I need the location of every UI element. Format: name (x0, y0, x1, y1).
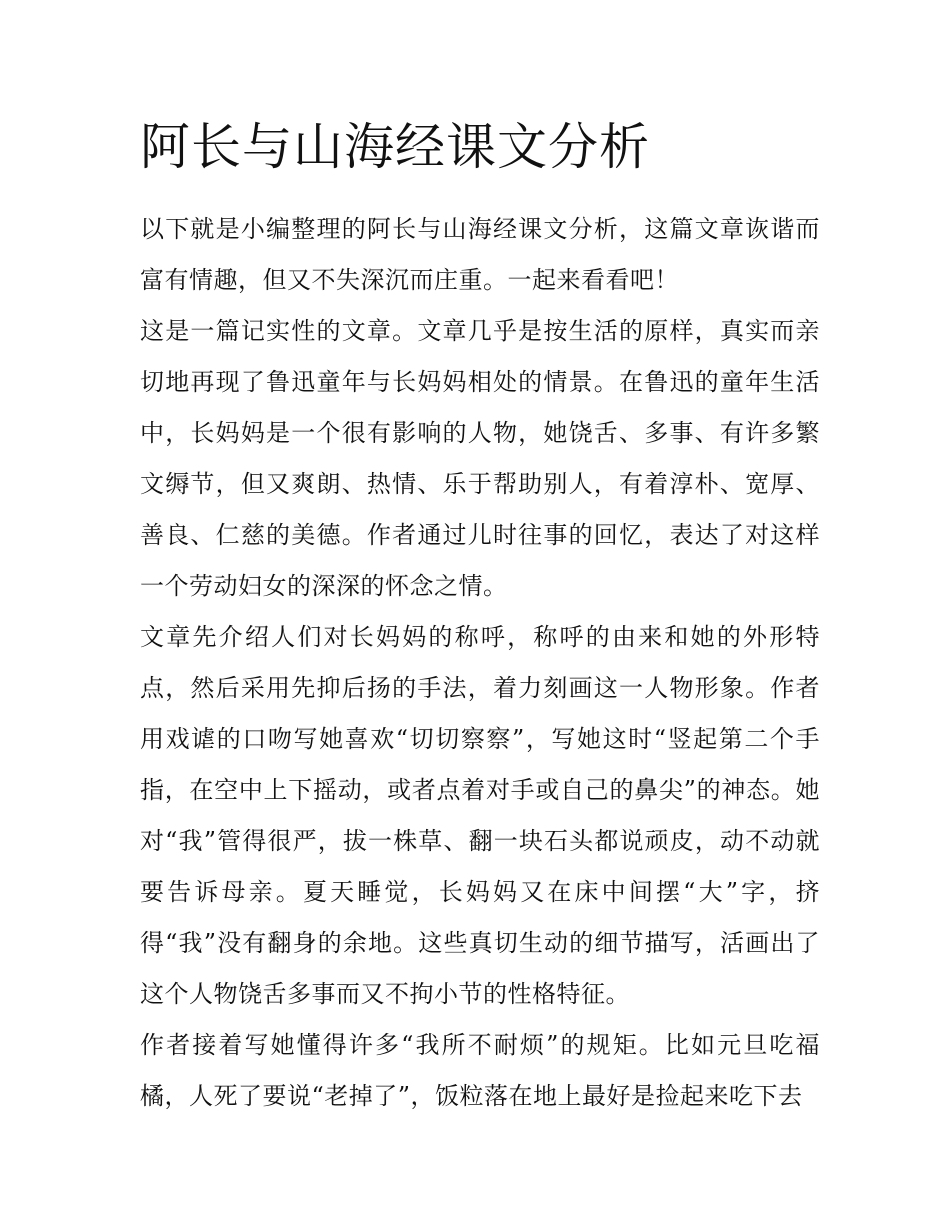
paragraph-customs: 作者接着写她懂得许多“我所不耐烦”的规矩。比如元旦吃福橘，人死了要说“老掉了”，饭粒落在地上最好是捡起来吃下去 (140, 1031, 820, 1110)
document-page (140, 112, 820, 1122)
paragraph-intro: 以下就是小编整理的阿长与山海经课文分析，这篇文章诙谐而富有情趣，但又不失深沉而庄重。一起来看看吧！ (140, 215, 820, 294)
paragraph-character: 文章先介绍人们对长妈妈的称呼，称呼的由来和她的外形特点，然后采用先抑后扬的手法，着力刻画这一人物形象。作者用戏谑的口吻写她喜欢“切切察察”，写她这时“竖起第二个手指，在空中上下摇动，或者点着对手或自己的鼻尖”的神态。她对“我”管得很严，拔一株草、翻一块石头都说顽皮，动不动就要告诉母亲。夏天睡觉，长妈妈又在床中间摆“大”字，挤得“我”没有翻身的余地。这些真切生动的细节描写，活画出了这个人物饶舌多事而又不拘小节的性格特征。 (140, 623, 820, 1008)
paragraph-overview: 这是一篇记实性的文章。文章几乎是按生活的原样，真实而亲切地再现了鲁迅童年与长妈妈相处的情景。在鲁迅的童年生活中，长妈妈是一个很有影响的人物，她饶舌、多事、有许多繁文缛节，但又爽朗、热情、乐于帮助别人，有着淳朴、宽厚、善良、仁慈的美德。作者通过儿时往事的回忆，表达了对这样一个劳动妇女的深深的怀念之情。 (140, 317, 820, 600)
document-title: 阿长与山海经课文分析 (140, 118, 650, 176)
